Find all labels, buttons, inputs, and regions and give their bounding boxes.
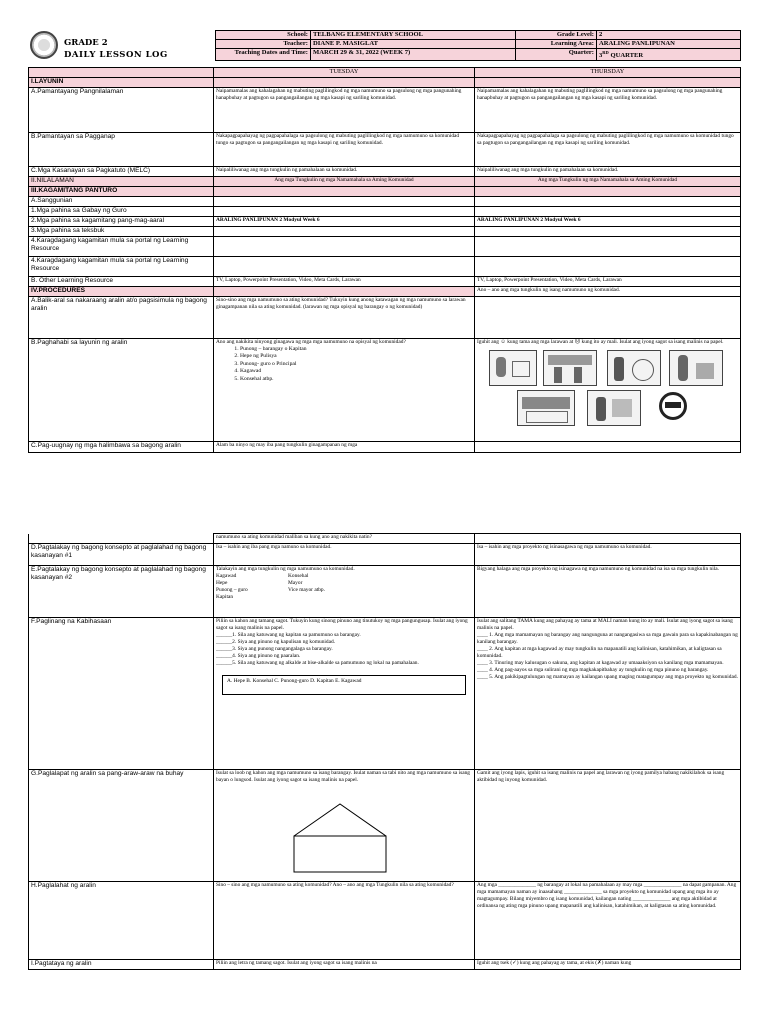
f-item: ______3. Siya ang punong nangangalaga sa barangay. — [216, 646, 333, 652]
row-other-tue: TV, Laptop, Powerpoint Presentation, Video, Meta Cards, Larawan — [214, 277, 475, 287]
grid-item: Hepe — [216, 580, 228, 586]
illustration-image — [607, 350, 661, 386]
list-item: 2. Hepe ng Pulisya — [240, 353, 472, 360]
grade-title: GRADE 2 — [64, 38, 108, 48]
row-h-tue: Sino – sino ang mga namumuno sa ating komunidad? Ano – ano ang mga Tungkulin nila sa ating komunidad? — [214, 882, 475, 960]
illustration-image — [669, 350, 723, 386]
illustration-image — [653, 390, 695, 424]
row-g-tue — [214, 770, 475, 882]
dates-label: Teaching Dates and Time: — [216, 49, 311, 61]
quarter-label: Quarter: — [516, 49, 597, 61]
school-label: School: — [216, 31, 311, 40]
row-i-label: I.Pagtataya ng aralin — [29, 960, 214, 970]
f-thu-item: ____ 2. Ang kapitan at mga kagawad ay may tungkulin na mapanatili ang kalinisan, katahimikan, at kaligtasan sa komunidad. — [477, 646, 722, 659]
row-g-label: G.Paglalapat ng aralin sa pang-araw-araw na buhay — [29, 770, 214, 882]
grid-item: Punong – guro — [216, 587, 248, 593]
f-item: ______4. Siya ang pinuno ng paaralan. — [216, 653, 301, 659]
row-e-label: E.Pagtalakay ng bagong konsepto at paglalahad ng bagong kasanayan #2 — [29, 566, 214, 618]
illustration-image — [543, 350, 597, 386]
grid-item: Mayor — [288, 580, 303, 586]
row-f-tue — [214, 618, 475, 770]
f-instruction: Piliin sa kahon ang tamang sagot. Tukuyin kung sinong pinuno ang tinutukoy ng mga pangungusap. Isulat ang iyong sagot sa isang malinis na papel. — [216, 618, 468, 631]
row-a-tue: Naipamamalas ang kahalagahan ng mabuting paglilingkod ng mga namumuno sa pagsulong ng mga pangunahing hanapbuhay at pagtugon sa pangangailangan ng mga kasapi ng sariling komunidad. — [214, 88, 475, 133]
row-portal-2: 4.Karagdagang kagamitan mula sa portal ng Learning Resource — [29, 257, 214, 277]
f-item: ______5. Sila ang katuwang ng alkalde at bise-alkalde sa pamumuno ng lokal na pamahalaan. — [216, 660, 419, 666]
grid-item: Vice mayor atbp. — [288, 587, 325, 593]
grade-label: Grade Level: — [516, 31, 597, 40]
row-procedures: IV.PROCEDURES — [29, 287, 214, 297]
row-layunin: I.LAYUNIN — [29, 78, 214, 88]
list-item: 4. Kagawad — [240, 368, 472, 375]
grade-value: 2 — [597, 31, 741, 40]
row-c-thu: Naipaliliwanag ang mga tungkulin ng pamahalaan sa komunidad. — [475, 167, 741, 177]
row-other-resource: B. Other Learning Resource — [29, 277, 214, 287]
row-gabay: 1.Mga pahina sa Gabay ng Guro — [29, 207, 214, 217]
area-value: ARALING PANLIPUNAN — [597, 40, 741, 49]
paghahabi-question: Ano ang nakikita ninyong ginagawa ng mga mga namumuno na opisyal ng komunidad? — [216, 339, 406, 345]
row-g-thu: Gamit ang iyong lapis, iguhit sa isang malinis na papel ang larawan ng iyong pamilya habang nakikilahok sa isang aktibidad ng inyong komunidad. — [475, 770, 741, 882]
row-h-label: H.Paglalahat ng aralin — [29, 882, 214, 960]
row-balik-aral: A.Balik-aral sa nakaraang aralin at/o pagsisimula ng bagong aralin — [29, 297, 214, 339]
list-item: 3. Punong- guro o Principal — [240, 361, 472, 368]
row-b-tue: Nakapagpapahayag ng pagpapahalaga sa pagsulong ng mabuting paglilingkod ng mga namumuno sa komunidad tungo sa pagtugon sa pangangailangan ng mga kasapi ng sariling komunidad. — [214, 133, 475, 167]
list-item: 1. Punong – barangay o Kapitan — [240, 346, 472, 353]
col-thursday: THURSDAY — [475, 68, 741, 78]
dates-value: MARCH 29 & 31, 2022 (WEEK 7) — [311, 49, 516, 61]
row-c-tue: Naipaliliwanag ang mga tungkulin ng pamahalaan sa komunidad. — [214, 167, 475, 177]
row-d-thu: Isa – isahin ang mga proyekto ng isinasagawa ng mga namumuno sa komunidad. — [475, 544, 741, 566]
row-kagamitang-pang: 2.Mga pahina sa kagamitang pang-mag-aaral — [29, 217, 214, 227]
official-list — [216, 346, 472, 383]
list-item: 5. Konsehal atbp. — [240, 376, 472, 383]
row-d-tue: Isa – isahin ang iba pang mga namuno sa komunidad. — [214, 544, 475, 566]
lesson-table-page2 — [28, 533, 741, 970]
row-a-thu: Naipamamalas ang kahalagahan ng mabuting paglilingkod ng mga namumuno sa pagsulong ng mga pangunahing hanapbuhay at pagtugon sa pangangailangan ng mga kasapi ng sariling komunidad. — [475, 88, 741, 133]
g-instruction: Isulat sa loob ng kahon ang mga namumuno sa isang barangay. Isulat naman sa tabi nito ang mga namumuno sa isang bayan o lungsod. Isulat ang iyong sagot sa isang malinis na papel. — [216, 770, 471, 783]
row-kag-tue: ARALING PANLIPUNAN 2 Modyul Week 6 — [214, 217, 475, 227]
row-d-label: D.Pagtalakay ng bagong konsepto at paglalahad ng bagong kasanayan #1 — [29, 544, 214, 566]
picture-grid — [477, 346, 738, 426]
header-info-table — [215, 30, 741, 61]
row-procedures-thu: Ano – ano ang mga tungkulin ng isang namumuno ng komunidad. — [475, 287, 741, 297]
row-other-thu: TV, Laptop, Powerpoint Presentation, Video, Meta Cards, Larawan — [475, 277, 741, 287]
row-i-tue: Piliin ang letra ng tamang sagot. Isulat ang iyong sagot sa isang malinis na — [214, 960, 475, 970]
row-paghahabi: B.Paghahabi sa layunin ng aralin — [29, 339, 214, 442]
header-block — [28, 30, 741, 66]
row-i-thu: Iguhit ang tsek (✓) kung ang pahayag ay tama, at ekis (✗) naman kung — [475, 960, 741, 970]
f-thu-item: ____ 5. Ang pakikipagtulungan ng mamayan ay kailangan upang maging matagumpay ang mga proyekto ng komunidad. — [477, 674, 738, 680]
row-continued-tue: namumuno sa ating komunidad maliban sa kung ano ang nakikita natin? — [214, 534, 475, 544]
row-nilalaman: II.NILALAMAN — [29, 177, 214, 187]
corner-cell — [29, 68, 214, 78]
row-h-thu: Ang mga ______________ ng barangay at lokal na pamahalaan ay may mga ______________ na dapat gampanan. Ang mga mamamayan naman ay inaasahang ______________ sa mga proyekto ng komunidad upang ang mga ito ay magtagumpay. Bilang miyembro ng isang komunidad, kailangan nating ______________ ang mga aktibidad at ordinansa ng ating mga pinuno upang mapanatili ang kalinisan, katahimikan, at kaligtasan sa ating komunidad. — [475, 882, 741, 960]
row-pag-uugnay-tue: Alam ba ninyo ng may iba pang tungkulin ginagampanan ng mga — [214, 442, 475, 453]
f-item: ______1. Sila ang katuwang ng kapitan sa pamumuno sa barangay. — [216, 632, 361, 638]
area-label: Learning Area: — [516, 40, 597, 49]
row-c-label: C.Mga Kasanayan sa Pagkatuto (MELC) — [29, 167, 214, 177]
deped-seal-icon — [30, 31, 58, 59]
f-thu-instruction: Isulat ang salitang TAMA kung ang pahayag ay tama at MALI naman kung ito ay mali. Isulat ang iyong sagot sa isang malinis na papel. — [477, 618, 733, 631]
row-kag-thu: ARALING PANLIPUNAN 2 Modyul Week 6 — [475, 217, 741, 227]
house-diagram — [214, 800, 464, 880]
row-paghahabi-thu — [475, 339, 741, 442]
school-value: TELBANG ELEMENTARY SCHOOL — [311, 31, 516, 40]
teacher-value: DIANE P. MASIGLAT — [311, 40, 516, 49]
official-grid — [216, 573, 472, 601]
e-instruction: Talakayin ang mga tungkulin ng mga namumuno sa komunidad. — [216, 566, 355, 572]
row-e-tue — [214, 566, 475, 618]
row-paghahabi-tue — [214, 339, 475, 442]
row-b-label: B.Pamantayan sa Pagganap — [29, 133, 214, 167]
row-teksbuk: 3.Mga pahina sa teksbuk — [29, 227, 214, 237]
f-item: ______2. Siya ang pinuno ng kapulisan ng komunidad. — [216, 639, 336, 645]
grid-item: Kapitan — [216, 594, 234, 600]
row-f-thu — [475, 618, 741, 770]
row-e-thu: Bigyang halaga ang mga proyekto ng isinagawa ng mga namumuno ng komunidad na isa sa mga tungkulin nila. — [475, 566, 741, 618]
lesson-table-page1 — [28, 67, 741, 453]
f-thu-item: ____ 3. Tinuring may kalusugan o sakuna, ang kapitan at kagawad ay umaaaksiyon sa kanilang mga mamamayan. — [477, 660, 724, 666]
illustration-image — [489, 350, 537, 386]
row-nilalaman-tue: Ang mga Tungkulin ng mga Namamahala sa Aming Komunidad — [214, 177, 475, 187]
grid-item: Kagawad — [216, 573, 237, 579]
illustration-image — [517, 390, 575, 426]
row-b-thu: Nakapagpapahayag ng pagpapahalaga sa pagsulong ng mabuting paglilingkod ng mga namumuno sa komunidad tungo sa pagtugon sa pangangailangan ng mga kasapi ng sariling komunidad. — [475, 133, 741, 167]
row-f-label: F.Paglinang na Kabihasaan — [29, 618, 214, 770]
col-tuesday: TUESDAY — [214, 68, 475, 78]
paghahabi-instruction: Iguhit ang ☺ kung tama ang mga larawan at ☹ kung ito ay mali. Isulat ang iyong sagot sa isang malinis na papel. — [477, 339, 724, 345]
answer-choices-box: A. Hepe B. Konsehal C. Punong-guro D. Kapitan E. Kagawad — [222, 675, 466, 695]
row-kagamitan: III.KAGAMITANG PANTURO — [29, 187, 214, 197]
row-pag-uugnay: C.Pag-uugnay ng mga halimbawa sa bagong aralin — [29, 442, 214, 453]
row-portal-1: 4.Karagdagang kagamitan mula sa portal ng Learning Resource — [29, 237, 214, 257]
daily-lesson-log-title: DAILY LESSON LOG — [64, 50, 168, 60]
row-sanggunian: A.Sanggunian — [29, 197, 214, 207]
teacher-label: Teacher: — [216, 40, 311, 49]
quarter-value: 3RD QUARTER — [597, 49, 741, 61]
row-balik-tue: Sino-sino ang mga namumuno sa ating komunidad? Tukuyin kung anong katawagan ng mga namumuno sa larawan ginagampanan nila sa ating komunidad. (larawan ng mga opisyal ng barangay o ng komunidad) — [214, 297, 475, 339]
illustration-image — [587, 390, 641, 426]
row-a-label: A.Pamantayang Pangnilalaman — [29, 88, 214, 133]
grid-item: Konsehal — [288, 573, 309, 579]
f-thu-item: ____ 1. Ang mga mamamayan ng barangay ang nangunguna at nangangasiwa sa mga gawain para sa kapakinabangan ng kanilang barangay. — [477, 632, 738, 645]
row-nilalaman-thu: Ang mga Tungkulin ng mga Namamahala sa Aming Komunidad — [475, 177, 741, 187]
f-thu-item: ____ 4. Ang pag-aayos sa mga sulirani ng mga magkakapitbahay ay tungkulin ng mga pinuno ng barangay. — [477, 667, 709, 673]
